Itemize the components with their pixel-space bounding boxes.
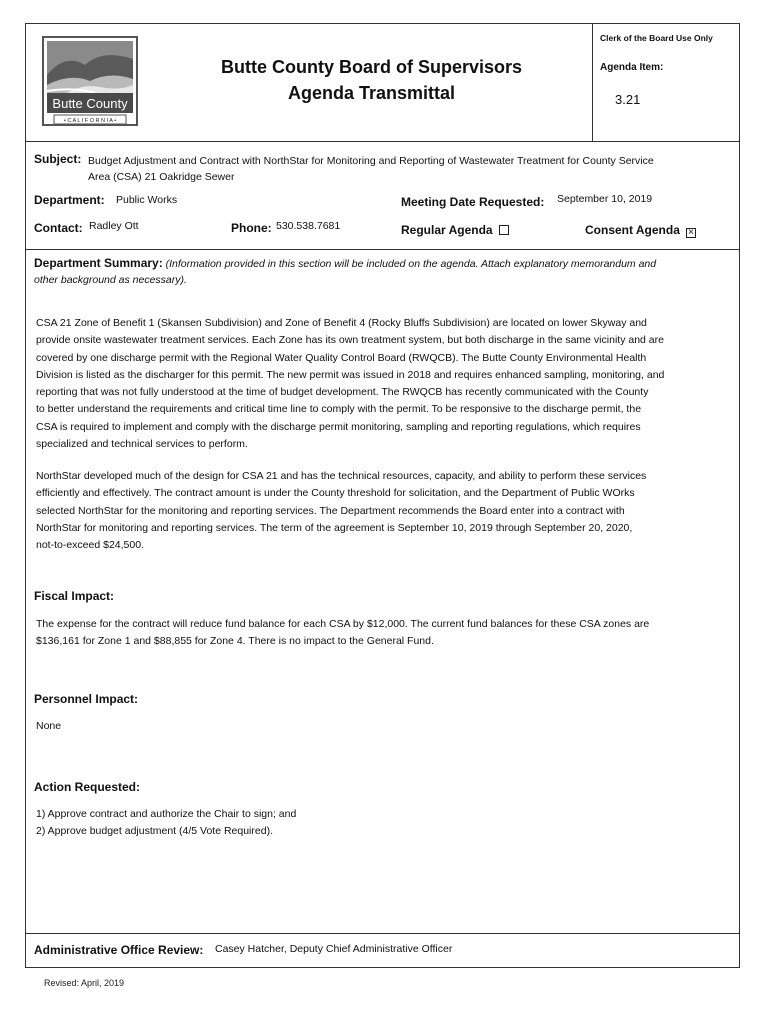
revised-date: Revised: April, 2019 (44, 978, 125, 988)
fiscal-impact-text: The expense for the contract will reduce fund balance for each CSA by $12,000. The current fund balances for these CSA zones are $136,161 for Zone 1 and $88,855 for Zone 4. There is no impact to the General Fund. (36, 618, 650, 648)
contact-label: Contact: (34, 221, 83, 235)
department-value[interactable]: Public Works (116, 194, 178, 206)
agenda-item-label: Agenda Item: (600, 62, 664, 73)
action-requested-heading: Action Requested: (34, 780, 141, 794)
summary-note-line1: (Information provided in this section will be included on the agenda. Attach explanatory memorandum and (165, 258, 657, 270)
agenda-item-value[interactable]: 3.21 (615, 92, 641, 107)
consent-agenda-option (585, 221, 696, 239)
admin-review-value[interactable]: Casey Hatcher, Deputy Chief Administrative Officer (215, 943, 453, 955)
regular-agenda-label: Regular Agenda (401, 223, 493, 237)
subject-label: Subject: (34, 152, 82, 166)
form-header (26, 24, 739, 142)
phone-label: Phone: (231, 221, 272, 235)
clerk-use-box (592, 24, 740, 141)
admin-review-section (26, 933, 739, 967)
butte-county-logo (40, 35, 140, 129)
action-requested-text: 1) Approve contract and authorize the Chair to sign; and 2) Approve budget adjustment (4/5 Vote Required). (36, 808, 297, 838)
summary-note-line2: other background as necessary). (34, 274, 187, 286)
regular-agenda-option (401, 221, 509, 239)
fiscal-impact-heading: Fiscal Impact: (34, 589, 115, 603)
department-label: Department: (34, 193, 105, 207)
meeting-date-value[interactable]: September 10, 2019 (557, 193, 653, 205)
clerk-heading: Clerk of the Board Use Only (600, 33, 713, 43)
details-section (26, 141, 739, 250)
summary-paragraph-2: NorthStar developed much of the design for CSA 21 and has the technical resources, capacity, and ability to perform these services efficiently and effectively. The contract amount is under the County threshold for solicitation, and the Department of Public WOrks selected NorthStar for the monitoring and reporting services. The Department recommends the Board enter into a contract with NorthStar for monitoring and reporting services. The term of the agreement is September 10, 2019 through September 20, 2020, not-to-exceed $24,500. (36, 470, 647, 552)
subject-value[interactable]: Budget Adjustment and Contract with NorthStar for Monitoring and Reporting of Wastewater Treatment for County Service Area (CSA) 21 Oakridge Sewer (88, 155, 654, 183)
admin-review-label: Administrative Office Review: (34, 943, 204, 957)
summary-section (26, 249, 739, 934)
contact-value[interactable]: Radley Ott (89, 220, 139, 232)
transmittal-form (25, 23, 740, 968)
consent-agenda-checkbox[interactable]: × (686, 228, 696, 238)
logo-text: Butte County (52, 96, 128, 111)
regular-agenda-checkbox[interactable] (499, 225, 509, 235)
department-summary-heading: Department Summary: (Information provided in this section will be included on the agenda. Attach explanatory memorandum and other background as necessary). (34, 256, 657, 286)
logo-subtext: • C A L I F O R N I A • (63, 118, 117, 124)
summary-paragraph-1: CSA 21 Zone of Benefit 1 (Skansen Subdivision) and Zone of Benefit 4 (Rocky Bluffs Subdivision) are located on lower Skyway and provide onsite wastewater treatment services. Each Zone has its own treatment system, but both discharge in the same vicinity and are covered by one discharge permit with the Regional Water Quality Control Board (RWQCB). The Butte County Environmental Health Division is listed as the discharger for this permit. The new permit was issued in 2018 and requires enhanced sampling, monitoring, and reporting that was not fully understood at the time of budget development. The RWQCB has recently communicated with the County to better understand the requirements and critical time line to comply with the permit. To be responsive to the discharge permit, the CSA is required to implement and comply with the discharge permit monitoring, sampling and reporting regulations, which requires specialized and technical services to perform. (36, 317, 665, 451)
personnel-impact-text: None (36, 720, 62, 732)
page-title: Butte County Board of Supervisors Agenda Transmittal (220, 57, 523, 103)
meeting-date-label: Meeting Date Requested: (401, 195, 545, 209)
phone-value[interactable]: 530.538.7681 (276, 220, 341, 232)
consent-agenda-label: Consent Agenda (585, 223, 680, 237)
personnel-impact-heading: Personnel Impact: (34, 692, 139, 706)
